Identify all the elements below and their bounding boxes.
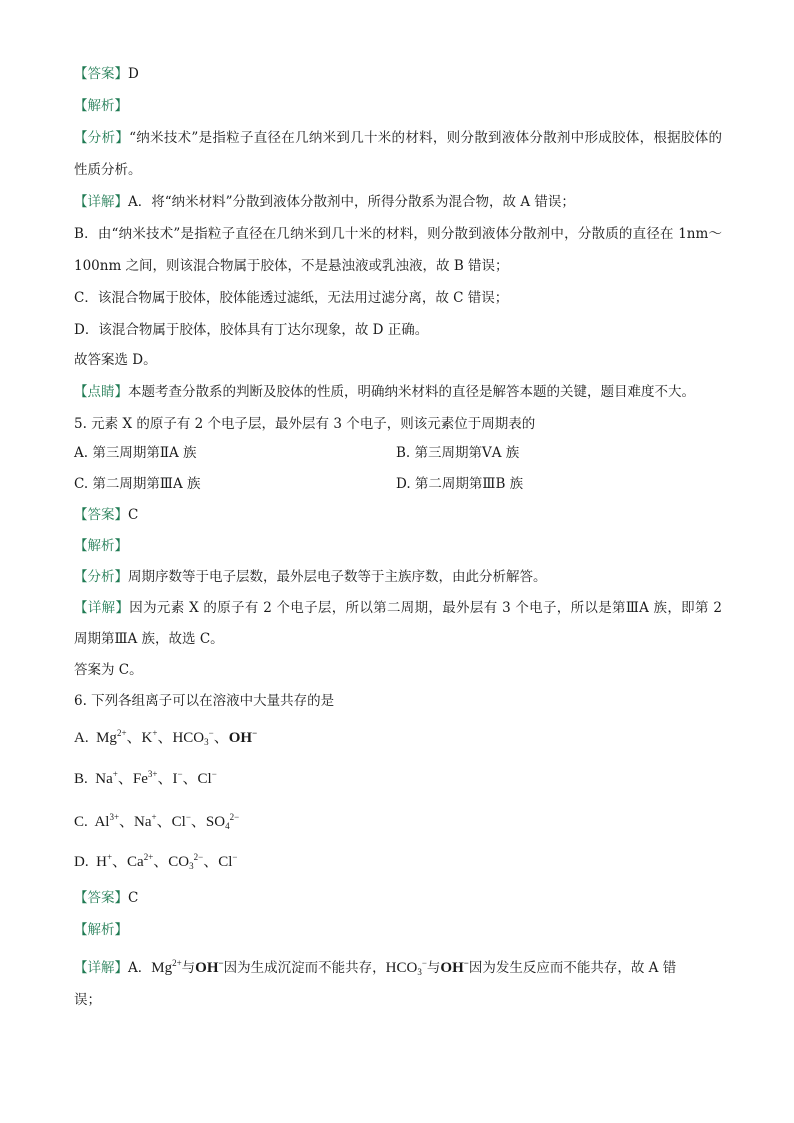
q4-detail-c: C．该混合物属于胶体，胶体能透过滤纸，无法用过滤分离，故 C 错误；	[74, 290, 509, 306]
answer-tag: 【答案】	[74, 507, 128, 523]
q4-conclusion: 故答案选 D。	[74, 352, 157, 368]
fenxi-tag: 【分析】	[74, 130, 130, 146]
q5-detail-line1: 【详解】因为元素 X 的原子有 2 个电子层，所以第二周期，最外层有 3 个电子，所以是第ⅢA 族，即第 2	[74, 600, 723, 616]
q4-fenxi-line1: 【分析】“纳米技术”是指粒子直径在几纳米到几十米的材料，则分散到液体分散剂中形成胶体，根据胶体的	[74, 130, 722, 146]
detail-tag: 【详解】	[74, 960, 128, 976]
detail-tag: 【详解】	[74, 600, 130, 616]
q6-analysis-heading	[74, 920, 128, 940]
q4-dianjing: 【点睛】本题考查分散系的判断及胶体的性质，明确纳米材料的直径是解答本题的关键，题目难度不大。	[74, 384, 695, 400]
q4-detail-b2: 100nm 之间，则该混合物属于胶体，不是悬浊液或乳浊液，故 B 错误；	[74, 258, 509, 274]
q6-option-c: C. $Al^{3+}$、Na+、Cl−、$SO_4^{2-}$	[74, 812, 240, 831]
q4-analysis-heading	[74, 96, 128, 116]
q5-analysis-heading	[74, 536, 128, 556]
answer-tag: 【答案】	[74, 890, 128, 906]
q5-option-a: A. 第三周期第ⅡA 族	[74, 445, 197, 461]
answer-value: C	[128, 507, 139, 523]
analysis-tag: 【解析】	[74, 922, 128, 938]
q6-option-b: B. Na+、$Fe^{3+}$、I−、Cl−	[74, 769, 217, 787]
analysis-tag: 【解析】	[74, 538, 128, 554]
dianjing-tag: 【点睛】	[74, 384, 128, 400]
q4-detail-d: D．该混合物属于胶体，胶体具有丁达尔现象，故 D 正确。	[74, 322, 429, 338]
q6-option-a: A. $Mg^{2+}$、K+、$HCO_3^-$、OH−	[74, 728, 258, 747]
q5-fenxi: 【分析】周期序数等于电子层数，最外层电子数等于主族序数，由此分析解答。	[74, 569, 547, 585]
q6-detail-line2: 误；	[74, 992, 101, 1008]
answer-tag: 【答案】	[74, 66, 128, 82]
q6-answer-line	[74, 888, 138, 908]
q4-detail-b1: B．由“纳米技术”是指粒子直径在几纳米到几十米的材料，则分散到液体分散剂中，分散质的直径在 1nm～	[74, 226, 722, 242]
detail-tag: 【详解】	[74, 194, 128, 210]
q5-option-b: B. 第三周期第ⅤA 族	[396, 445, 520, 461]
q4-detail-a: 【详解】A．将“纳米材料”分散到液体分散剂中，所得分散系为混合物，故 A 错误；	[74, 194, 575, 210]
q6-option-d: D. H+、$Ca^{2+}$、$CO_3^{2-}$、Cl−	[74, 852, 238, 871]
q5-option-c: C. 第二周期第ⅢA 族	[74, 476, 201, 492]
q5-option-d: D. 第二周期第ⅢB 族	[396, 476, 524, 492]
q5-answer-line	[74, 505, 138, 525]
answer-value: C	[128, 890, 139, 906]
fenxi-tag: 【分析】	[74, 569, 128, 585]
q6-stem: 6. 下列各组离子可以在溶液中大量共存的是	[74, 693, 335, 709]
answer-value: D	[128, 66, 139, 82]
q4-fenxi-line2: 性质分析。	[74, 162, 142, 178]
q5-conclusion: 答案为 C。	[74, 662, 143, 678]
q4-answer-line	[74, 64, 139, 84]
analysis-tag: 【解析】	[74, 98, 128, 114]
q6-detail-line1: 【详解】A．$Mg^{2+}$与OH−因为生成沉淀而不能共存，$HCO_3^-$与OH−因为发生反应而不能共存，故 A 错	[74, 958, 677, 977]
q5-stem: 5. 元素 X 的原子有 2 个电子层，最外层有 3 个电子，则该元素位于周期表的	[74, 416, 536, 432]
q5-detail-line2: 周期第ⅢA 族，故选 C。	[74, 631, 224, 647]
